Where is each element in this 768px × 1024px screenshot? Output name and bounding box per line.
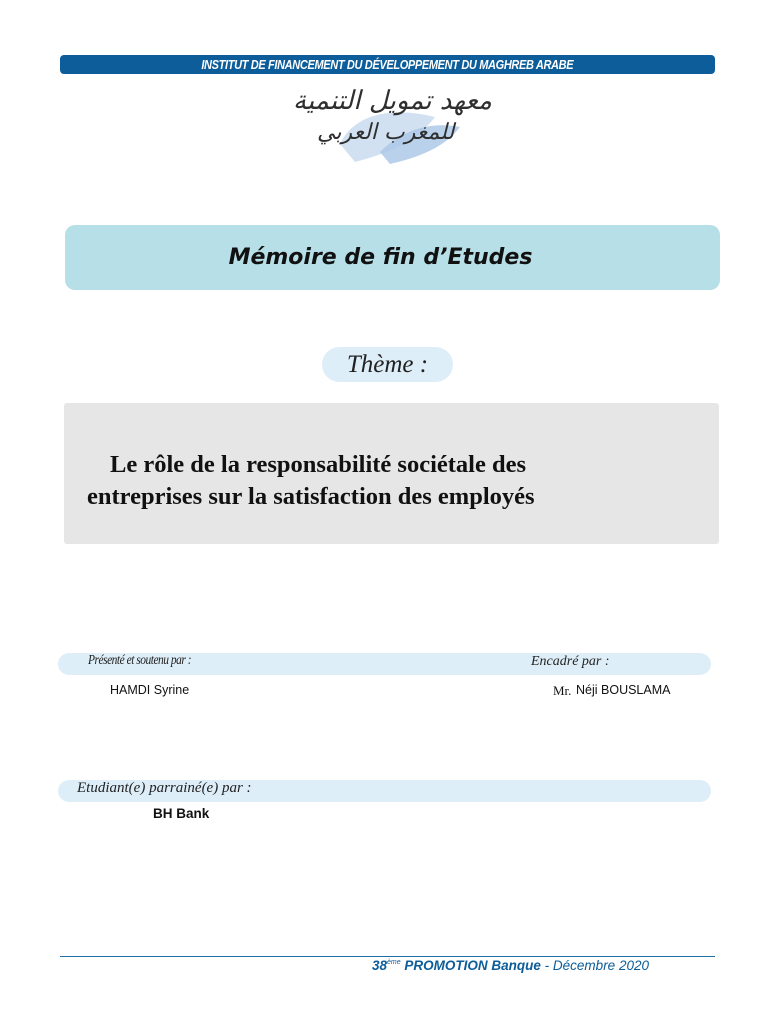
- institute-name: INSTITUT DE FINANCEMENT DU DÉVELOPPEMENT DU MAGHREB ARABE: [201, 57, 574, 72]
- footer-promotion: [372, 958, 649, 973]
- thesis-title-box: [64, 403, 719, 544]
- sponsor-label: Etudiant(e) parrainé(e) par :: [77, 780, 252, 796]
- memoire-heading-box: [65, 225, 720, 290]
- institute-logo: [285, 82, 492, 170]
- supervised-by-label: Encadré par :: [531, 654, 610, 669]
- theme-label-pill: [322, 347, 453, 382]
- logo-arabic-line1: معهد تمويل التنمية: [293, 86, 492, 116]
- promotion-number: 38: [372, 958, 388, 973]
- theme-label: Thème :: [346, 350, 429, 378]
- institute-banner: [60, 55, 715, 74]
- footer-divider: [60, 956, 715, 957]
- promotion-label: PROMOTION Banque: [400, 958, 541, 973]
- presented-by-label: Présenté et soutenu par :: [88, 653, 192, 668]
- memoire-title: Mémoire de fin d’Etudes: [228, 245, 533, 270]
- student-name: HAMDI Syrine: [110, 683, 190, 697]
- supervisor-prefix: Mr.: [553, 683, 572, 698]
- promotion-date: - Décembre 2020: [540, 958, 649, 973]
- logo-arabic-line2: للمغرب العربي: [317, 120, 455, 145]
- sponsor-name: BH Bank: [153, 806, 210, 821]
- thesis-title-line1: Le rôle de la responsabilité sociétale des: [110, 451, 526, 478]
- thesis-title-line2: entreprises sur la satisfaction des employés: [87, 483, 535, 510]
- supervisor-name: Néji BOUSLAMA: [576, 683, 671, 697]
- promotion-superscript: ème: [387, 959, 401, 966]
